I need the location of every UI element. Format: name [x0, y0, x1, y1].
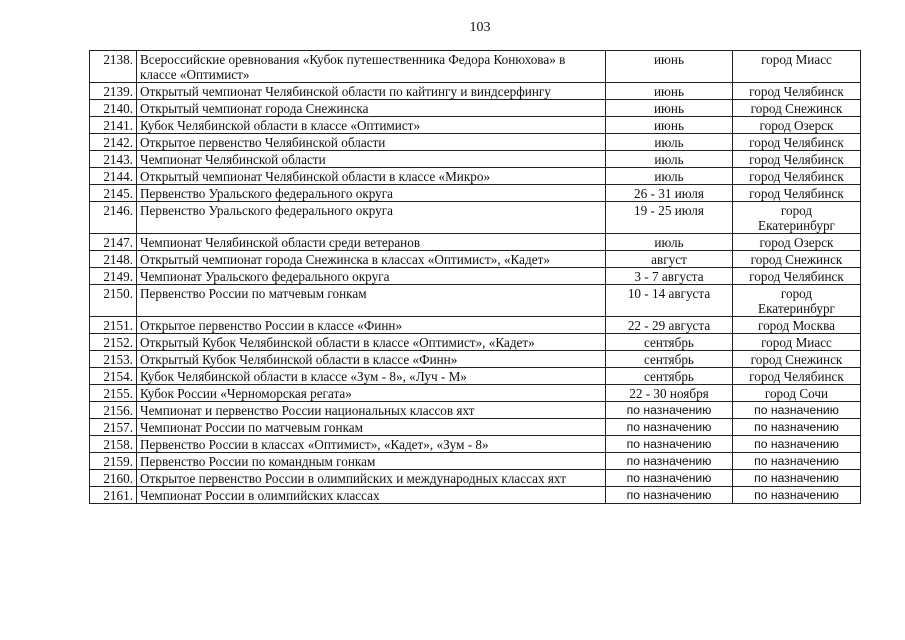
- event-date-cell: 22 - 29 августа: [606, 317, 733, 334]
- row-number-cell: 2139.: [90, 83, 137, 100]
- row-number-cell: 2149.: [90, 268, 137, 285]
- row-number-cell: 2159.: [90, 453, 137, 470]
- row-number-cell: 2157.: [90, 419, 137, 436]
- row-number-cell: 2151.: [90, 317, 137, 334]
- row-number-cell: 2160.: [90, 470, 137, 487]
- event-name-cell: Открытое первенство России в олимпийских и международных классах яхт: [137, 470, 606, 487]
- table-row: [90, 268, 861, 285]
- row-number-cell: 2153.: [90, 351, 137, 368]
- event-name-cell: Чемпионат Челябинской области среди ветеранов: [137, 234, 606, 251]
- event-place-text: город Екатеринбург: [758, 286, 835, 316]
- event-date-cell: 26 - 31 июля: [606, 185, 733, 202]
- event-date-cell: июль: [606, 234, 733, 251]
- row-number-cell: 2148.: [90, 251, 137, 268]
- event-place-cell: город Челябинск: [733, 185, 861, 202]
- event-date-cell: июнь: [606, 51, 733, 83]
- table-row: [90, 234, 861, 251]
- event-place-cell: город Озерск: [733, 234, 861, 251]
- table-row: [90, 334, 861, 351]
- event-date-cell: по назначению: [606, 436, 733, 453]
- row-number-cell: 2145.: [90, 185, 137, 202]
- event-place-cell: по назначению: [733, 453, 861, 470]
- row-number-cell: 2144.: [90, 168, 137, 185]
- event-name-cell: Первенство Уральского федерального округа: [137, 185, 606, 202]
- event-place-cell: город Челябинск: [733, 134, 861, 151]
- event-place-cell: по назначению: [733, 419, 861, 436]
- event-name-cell: Кубок Челябинской области в классе «Оптимист»: [137, 117, 606, 134]
- event-place-text: город Екатеринбург: [758, 203, 835, 233]
- table-row: [90, 385, 861, 402]
- event-name-cell: Первенство России в классах «Оптимист», «Кадет», «Зум - 8»: [137, 436, 606, 453]
- event-date-cell: по назначению: [606, 453, 733, 470]
- event-date-cell: сентябрь: [606, 368, 733, 385]
- events-table: [89, 50, 861, 504]
- table-row: [90, 487, 861, 504]
- event-name-cell: Первенство России по командным гонкам: [137, 453, 606, 470]
- event-place-cell: город Снежинск: [733, 351, 861, 368]
- event-date-cell: июнь: [606, 83, 733, 100]
- event-place-cell: по назначению: [733, 436, 861, 453]
- event-date-cell: 3 - 7 августа: [606, 268, 733, 285]
- event-name-cell: Открытый чемпионат Челябинской области по кайтингу и виндсерфингу: [137, 83, 606, 100]
- event-place-cell: город Челябинск: [733, 368, 861, 385]
- row-number-cell: 2154.: [90, 368, 137, 385]
- event-name-cell: Чемпионат России по матчевым гонкам: [137, 419, 606, 436]
- event-name-cell: Кубок России «Черноморская регата»: [137, 385, 606, 402]
- row-number-cell: 2146.: [90, 202, 137, 234]
- table-row: [90, 351, 861, 368]
- events-table-body: [90, 51, 861, 504]
- event-place-cell: город Москва: [733, 317, 861, 334]
- event-place-cell: [733, 285, 861, 317]
- event-place-cell: по назначению: [733, 487, 861, 504]
- row-number-cell: 2147.: [90, 234, 137, 251]
- event-name-cell: Открытое первенство России в классе «Финн»: [137, 317, 606, 334]
- event-place-cell: город Сочи: [733, 385, 861, 402]
- event-date-cell: июль: [606, 168, 733, 185]
- event-date-cell: по назначению: [606, 470, 733, 487]
- table-row: [90, 251, 861, 268]
- event-date-cell: июнь: [606, 117, 733, 134]
- event-date-cell: июнь: [606, 100, 733, 117]
- event-name-cell: Первенство России по матчевым гонкам: [137, 285, 606, 317]
- event-date-cell: по назначению: [606, 487, 733, 504]
- table-row: [90, 453, 861, 470]
- event-place-cell: город Челябинск: [733, 168, 861, 185]
- row-number-cell: 2138.: [90, 51, 137, 83]
- row-number-cell: 2155.: [90, 385, 137, 402]
- event-date-cell: по назначению: [606, 419, 733, 436]
- table-row: [90, 134, 861, 151]
- event-date-cell: 19 - 25 июля: [606, 202, 733, 234]
- table-row: [90, 117, 861, 134]
- event-date-cell: по назначению: [606, 402, 733, 419]
- row-number-cell: 2140.: [90, 100, 137, 117]
- event-date-cell: июль: [606, 134, 733, 151]
- table-row: [90, 185, 861, 202]
- event-name-cell: Первенство Уральского федерального округа: [137, 202, 606, 234]
- table-row: [90, 168, 861, 185]
- row-number-cell: 2161.: [90, 487, 137, 504]
- event-name-cell: Открытый Кубок Челябинской области в классе «Финн»: [137, 351, 606, 368]
- event-date-cell: сентябрь: [606, 334, 733, 351]
- event-place-cell: город Снежинск: [733, 251, 861, 268]
- event-name-cell: Чемпионат Уральского федерального округа: [137, 268, 606, 285]
- event-place-cell: по назначению: [733, 402, 861, 419]
- row-number-cell: 2143.: [90, 151, 137, 168]
- event-place-cell: город Миасс: [733, 51, 861, 83]
- event-date-cell: 10 - 14 августа: [606, 285, 733, 317]
- event-place-cell: город Челябинск: [733, 83, 861, 100]
- event-date-cell: август: [606, 251, 733, 268]
- event-place-cell: город Миасс: [733, 334, 861, 351]
- event-date-cell: сентябрь: [606, 351, 733, 368]
- event-name-cell: Открытый чемпионат Челябинской области в классе «Микро»: [137, 168, 606, 185]
- table-row: [90, 151, 861, 168]
- table-row: [90, 83, 861, 100]
- row-number-cell: 2156.: [90, 402, 137, 419]
- event-place-cell: по назначению: [733, 470, 861, 487]
- row-number-cell: 2150.: [90, 285, 137, 317]
- row-number-cell: 2152.: [90, 334, 137, 351]
- event-name-cell: Открытый чемпионат города Снежинска в классах «Оптимист», «Кадет»: [137, 251, 606, 268]
- event-place-cell: город Челябинск: [733, 268, 861, 285]
- page-number: 103: [469, 20, 491, 35]
- table-row: [90, 51, 861, 83]
- event-place-cell: город Снежинск: [733, 100, 861, 117]
- table-row: [90, 202, 861, 234]
- event-place-cell: [733, 202, 861, 234]
- row-number-cell: 2142.: [90, 134, 137, 151]
- event-name-cell: Открытый Кубок Челябинской области в классе «Оптимист», «Кадет»: [137, 334, 606, 351]
- event-date-cell: 22 - 30 ноября: [606, 385, 733, 402]
- event-name-cell: Чемпионат России в олимпийских классах: [137, 487, 606, 504]
- event-name-cell: Кубок Челябинской области в классе «Зум - 8», «Луч - М»: [137, 368, 606, 385]
- event-name-cell: Чемпионат и первенство России национальных классов яхт: [137, 402, 606, 419]
- event-date-cell: июль: [606, 151, 733, 168]
- table-row: [90, 368, 861, 385]
- event-name-cell: Открытое первенство Челябинской области: [137, 134, 606, 151]
- table-row: [90, 285, 861, 317]
- row-number-cell: 2158.: [90, 436, 137, 453]
- event-name-cell: Всероссийские оревнования «Кубок путешественника Федора Конюхова» в классе «Оптимист»: [137, 51, 606, 83]
- table-row: [90, 100, 861, 117]
- event-place-cell: город Озерск: [733, 117, 861, 134]
- event-place-cell: город Челябинск: [733, 151, 861, 168]
- table-row: [90, 317, 861, 334]
- row-number-cell: 2141.: [90, 117, 137, 134]
- event-name-cell: Открытый чемпионат города Снежинска: [137, 100, 606, 117]
- event-name-cell: Чемпионат Челябинской области: [137, 151, 606, 168]
- table-row: [90, 436, 861, 453]
- table-row: [90, 419, 861, 436]
- table-row: [90, 402, 861, 419]
- table-row: [90, 470, 861, 487]
